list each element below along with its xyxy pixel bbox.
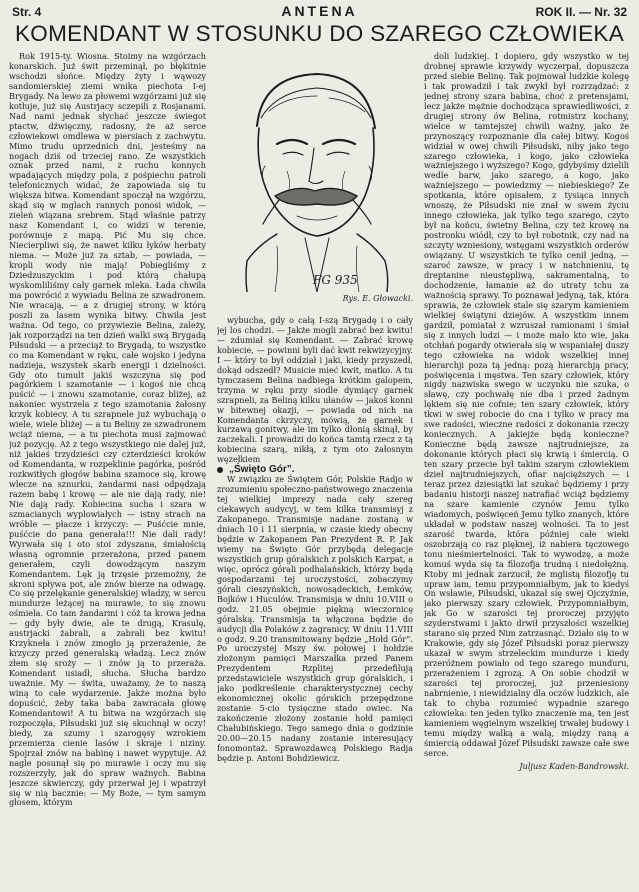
radio-notice-text: W związku ze Świętem Gór, Polskie Radjo w zrozumieniu społeczno-państwowego znaczenia tej wielkiej imprezy nada cały szereg ciekawych audycyj, w tem kilka transmisyj z Zakopanego. Transmisje nadane zostaną w dniach 10 i 11 sierpnia, w czasie kiedy obecny będzie w Zakopanem Pan Prezydent R. P. Jak wiemy na Święto Gór przybędą delegacje wszystkich grup góralskich z polskich Karpat, a więc, oprócz górali podhalańskich, którzy będą gospodarzami tej uroczystości, zobaczymy górali cieszyńskich, nowosądeckich, Łemków, Bojków i Huculów. Transmisja w dniu 10.VIII o godz. 21.05 obejmie piękną wieczornicę góralską. Transmisja ta włączona będzie do audycji dla Polaków z zagranicy. W dniu 11.VIII o godz. 9.20 transmitowany będzie „Hołd Gór”. Po uroczystej Mszy św. połowej i hołdzie złożonym pamięci Marszałka przed Panem Prezydentem Rzplitej przedefilują przedstawiciele wszystkich grup góralskich, i jako podkreślenie charakterystycznej cechy ekonomicznej okolic górskich przepędzone zostanie 5-cio tysięczne stado owiec. Na zakończenie złożony zostanie hołd pamięci Chałubińskiego. Tego samego dnia o godzinie 20.00—20.15 nadany zostanie interesujący fonomontaż. Sprawozdawcą Polskiego Radja będzie p. Antoni Bohdziewicz. [217, 474, 413, 763]
article-column-2 [217, 316, 413, 884]
page-number: Str. 4 [12, 5, 42, 19]
illustration-caption: Rys. E. Głowacki. [342, 294, 413, 303]
article-text-column-2: wybucha, gdy o całą I-szą Brygadę i o cały jej los chodzi. — Jakże mogli zabrać bez kwitu! — zdumiał się Komendant. — Zabrać krowę kobiecie, — powinni byli dać kwit rekwizycyjny. I — który to był oddział i jaki, kiedy przyszedł, dokąd odszedł? Musicie mieć kwit, matko. A tu tymczasem Belina nadbiega krótkim galopem, trzyma w ręku przy siodle dymiący garnek szrapneli, za Beliną kilku ułanów — jakoś konni w bitewnej okazji, — powiada od nich na Komendanta ckrzyczy, mówią, że garnek i kurzawą gonitwy, ale im tylko dłonią skinął, by zaczekali. I prowadzi do końca tamtą rzecz z tą kobiecina szarą, nikłą, z tym oto żałosnym węzełkiem [217, 316, 413, 465]
article-column-1 [9, 52, 206, 884]
article-text-column-1: Rok 1915-ty. Wiosna. Stoimy na wzgórzach konarskich. Już świt przeminął, po błękitnie wschodzi słońce. Między żyty i wąwozy sandomierskiej ziemi wnika piechota I-ej Brygady. Na lewo za płowemi wzgórzami już się kotłuje, już się Austrjacy sczepili z Rosjanami. Nad nami jednak słychać jeszcze świegot ptactw, dźwięczny, radosny, że aż serce człowiekowi omdlewa w piersiach z zachwytu. Mimo trudu uprzednich dni, jesteśmy na nogach dziś od trzeciej rano. Ze wszystkich oznak przed nami, z ruchu konnych wpadających między pola, z pośpiechu patroli telefonicznych widać, że zapowiada się tu większa bitwa. Komendant spoczął na wzgórzu, skąd się w mglach rannych ponosi widok, — zieleń wiązana srebrem. Stąd właśnie patrzy nasz Komendant i, co widzi w terenie, porównuje z mapą. Pić Mu się chce. Niecierpliwi się, że nawet kilku łyków herbaty niema. — Może już za sztab, — powiada, — kropli wody nie mają! Pobiegliśmy z Dziedzuszyckim i pod którą chałupą wyskomliliśmy cały garnek mleka. Łada chwila ma powrócić z wywiadu Belina ze szwadronem. Nie wracają, — a z drugiej strony, w którą poszli za lasem wynika bitwy. Chwila jest ważna. Od tego, co przywiezie Belina, zależy, jak rozporządzi na ten dzień walki swą Brygadą Piłsudski — a przeciąż to Brygadą, to wszystko co ma Komendant w ręku, całe wojsko i jedyna nadzieja, wszystek skarb energji i dzielności. Gdy oto tumult jakiś wszczyna się pod pagórkiem i szamotanie — i kogoś nie chcą puścić — i znowu szamotanie, coraz bliżej, aż nakoniec wystrzela z tego szamotania żałosny krzyk kobiecy. A tu szrapnele już wybuchają o wiele, wiele bliżej — a tu Beliny ze szwadronem wciąż niema, — a tu piechota musi zajmować już pozycję. Aż z tego wszystkiego nie dalej już, niż jakieś trzydzieści czy czterdzieści kroków od Komendanta, w rozpeklinie pagórka, pośród rozkwitłych głogów babina szamoce się, krowę wlecze na sznurku, żandarmi nasi odpędzają razem babę i krowę — ale nie dają rady, nie! Nie dają rady. Kobiecina sucha i szara w szmacianych wyplowiałych — istny strach na wróble — płacze i krzyczy: — Puśćcie mnie, puśćcie do pana generała!!! Nie dali rady! Wyrwała się i oto stoi zdyszana, śmiałością własną ogromnie przerażona, przed panem generałem, czyli dowodzącym naszym Komendantem. Lęk ją trzęsie przemożny, że skroni spływa pot, ale znów bierze na odwagę. Co się przelękanie generalskiej władzy, w sercu mundurze leżącej na murawie, to się znowu ośmiela. Co tam żandarmi i cóż ta krowa jedna — gdy były dwie, ale te drugą, Krasulę, austrjacki żabrali, a zabrali bez kwitu! Krzykneła i znów zmogło ją przerażenie, że krzyczy przed generalską władzą. Lecz znów złem się sroży — i znów ją to przeraża. Komendant usiadł, słucha. Słucha bardzo uważnie. My — świta, uważamy, że to naszą winą to całe wydarzenie. Jakże można było dopuścić, żeby taka baba zawracała głowę Komendantowi! A tu bitwa na wzgórzach się rozpoczęła, Piłsudski już się skuchnął w oczy! biedy, za szumy i szarogęsy wzrokiem przemierza cienie lasów i skraje i niziny. Spojrzał znów na babinę i nawet wypytuje. Aż nagle posunął się po murawie i oczy mu się rozszerzyły, jak do spraw ważnych. Babina jeszcze skwierczy, gdy przerwał jej i wpatrzył się w nią bacznie: — My Boże, — tym samym głosem, którym [9, 52, 206, 808]
illustration-signature: FG 935 [313, 273, 358, 287]
article-column-3 [424, 52, 629, 884]
author-signature: Juljusz Kaden-Bandrowski. [519, 760, 629, 771]
issue-number: ROK II. — Nr. 32 [535, 5, 627, 19]
article-headline: KOMENDANT W STOSUNKU DO SZAREGO CZŁOWIEKA [14, 21, 625, 46]
article-text-column-3: doli ludzkiej. I dopiero, gdy wszystko w tej drobnej sprawie krzywdy wyczerpał, dopuszcza przed siebie Belinę. Tak pojmował ludzkie kolegę i tak prowadził i tak zwykł był rozrządzać: z jednej strony szara babina, choć z pretensjami, lecz jakże mężnie dochodząca sprawiedliwości, z drugiej strony ów Belina, rotmistrz kochany, wielce w tamtejszej chwili ważny, jako że przynoszący rozpoznanie dla całej bitwy. Kogoś widział w owej chwili Piłsudski, niby jako tego szarego człowieka, i kogo, jako człowieka ważniejszego i wyższego? Kogo, gdybyśmy dzielili wedle barw, jako szarego, a kogo, jako ważniejszego — powiedzmy — niebieskiego? Ze spotkania, które opisałem, z tysiąca innych wnoszę, że Piłsudski nie znał w swem życiu innego człowieka, jak tylko tego szarego, czyto był na końcu, świetny Belina, czy też krowę na postronku wiódł, czy to był robotnik, czy nad na szczyty wzniesiony, wstęgami wszystkich orderów owiązany. U wszystkich te tylko cenił jedną, — szaroć zawsze, w pracy i w natchnieniu, tę dreptanine nieustępliwą, sakramentalną, to dochodzenie, łamanie aż do utraty tchu za ważnością sprawy. To poznawał jedyną, tak, która sprawia, że człowiek stale się szarym kamieniem wielkiej świątyni dziejów. A wszystkim innem gardził, pomiatał z wzruszał ramionami i śmiał się z innych ludzi — i może mało kto wie, jaka otchłań pogardy otwierała się w wspaniałej duszy tego człowieka na widok wszelkiej innej hierarchji poza tą jedną: pozą hierarchją pracy, poświęcenia i męstwa. Ten szary człowiek, który nigdy nazwiska swego w uczynku nie szuka, o sławę, czy pochwałę nie dba i przed żadnym lękiem się nie cofnie; ten szary człowiek, który tkwi w swej robocie do cna i tylko w pracy ma swe radości, wieczne radości z dokonania rzeczy koniecznych. A jakiejże będą konieczne? Konieczne będą zawsze najtrudniejsze, za dokonanie których płaci się krwią i śmiercią. O ten szary przecie był takim szarym człowiekiem dzieł najtrudniejszych, ofiar najcięższych — i teraz przez dziesiątki lat szukać będziemy i przy badaniu historji naszej natrafiać wciąż będziemy na szare kamienie czynów Jemu tylko wiadomych, poświęceń Jemu tylko znanych, które układał w podstaw naszej wolności. Ta to jest szarość twarda, która później całe wieki oszobrzają co raz pięknej, iż nabiera tęczowego tonu nieśmiertelności. Tak to wywodzę, a może komuś wyda się ta filozofja trudną i niedołężną. Ktoby mi jednak zarzucił, że mglistą filozofję tu upraw iam, temu przypomniałbym, jak to kiedyś On wsławie, Piłsudski, ukazał się swej Ojczyźnie, jako pierwszy szary człowiek. Przypomniałbym, jak Go w szarości tej proroczej przyjęto szyderstwami i jakto drwił przyszłości wszelkiej starano się przed Nim zatrzasnąć. Działo się to w Krakowie, gdy się Józef Piłsudski poraz pierwszy ukazał w swym strzeleckim mundurze i kiedy przeróżnem powiało od tego szarego munduru, przerażeniem i zgrozą. A On sobie chodził w szarości tej proroczej, już przeniesiony nabrnienie, i niewidzialny dla oczów ludzkich, ale tak to chyba rozumieć wypadnie szarego człowieka: ten jeden tylko znaczenie ma, ten jest kamieniem węgielnym wszelkiej trwałej budowy i temu między walką a walą, między raną a śmiercią oddawał Józef Piłsudski zawsze całe swe serce. [424, 52, 629, 758]
section-heading-text: „Święto Gór”. [229, 464, 295, 476]
page-header [12, 3, 627, 19]
portrait-illustration [217, 56, 413, 292]
bullet-icon [217, 467, 223, 473]
magazine-title: ANTENA [281, 3, 358, 19]
